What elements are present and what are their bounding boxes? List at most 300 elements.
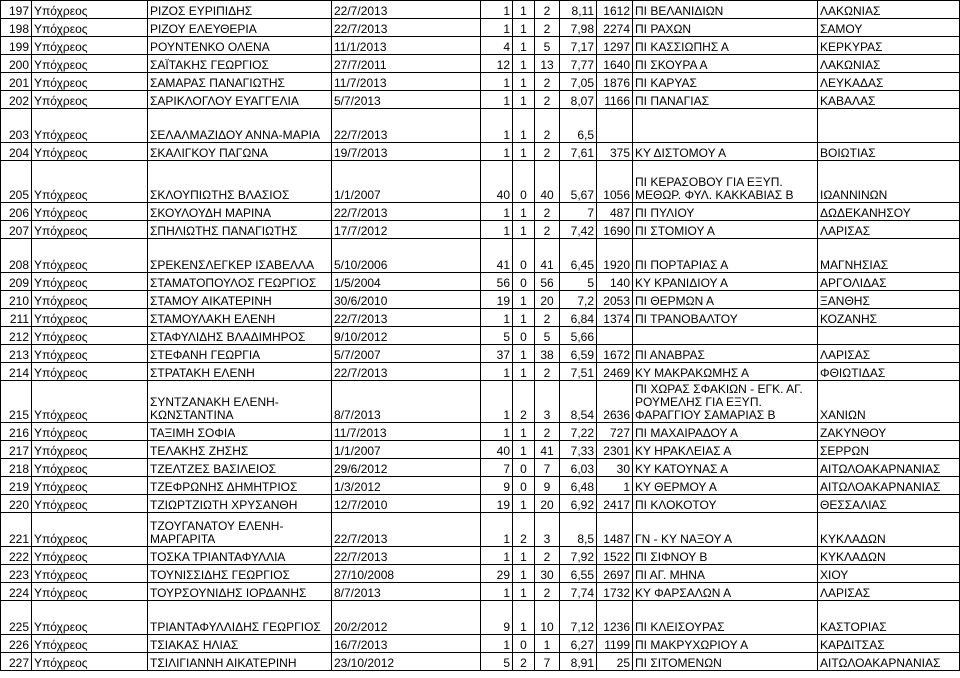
value-c-cell: 2 (535, 423, 560, 441)
table-row (1, 653, 960, 671)
unit-cell: ΚΥ ΘΕΡΜΟΥ Α (633, 477, 818, 495)
table-row (1, 547, 960, 565)
value-b-cell: 2 (513, 381, 535, 423)
date-cell: 22/7/2013 (332, 19, 481, 37)
value-a-cell: 1 (481, 221, 513, 239)
date-cell: 11/1/2013 (332, 37, 481, 55)
region-cell: ΙΩΑΝΝΙΝΩΝ (818, 161, 960, 203)
status-cell: Υπόχρεος (32, 273, 148, 291)
value-b-cell: 1 (513, 203, 535, 221)
value-a-cell: 9 (481, 477, 513, 495)
score-cell: 7,77 (560, 55, 597, 73)
name-cell: ΣΥΝΤΖΑΝΑΚΗ ΕΛΕΝΗ-ΚΩΝΣΤΑΝΤΙΝΑ (148, 381, 332, 423)
row-number: 227 (1, 653, 32, 671)
table-row (1, 477, 960, 495)
name-cell: ΣΡΕΚΕΝΣΛΕΓΚΕΡ ΙΣΑΒΕΛΛΑ (148, 239, 332, 273)
name-cell: ΤΑΞΙΜΗ ΣΟΦΙΑ (148, 423, 332, 441)
table-body (1, 1, 960, 671)
code-cell: 2697 (597, 565, 633, 583)
row-number: 219 (1, 477, 32, 495)
table-row (1, 73, 960, 91)
unit-cell: ΚΥ ΚΡΑΝΙΔΙΟΥ Α (633, 273, 818, 291)
name-cell: ΡΙΖΟΣ ΕΥΡΙΠΙΔΗΣ (148, 1, 332, 19)
date-cell: 22/7/2013 (332, 363, 481, 381)
region-cell (818, 109, 960, 143)
table-row (1, 363, 960, 381)
code-cell: 1166 (597, 91, 633, 109)
value-a-cell: 56 (481, 273, 513, 291)
value-c-cell: 38 (535, 345, 560, 363)
table-row (1, 239, 960, 273)
date-cell: 23/10/2012 (332, 653, 481, 671)
unit-cell: ΠΙ ΤΡΑΝΟΒΑΛΤΟΥ (633, 309, 818, 327)
unit-cell: ΠΙ ΑΝΑΒΡΑΣ (633, 345, 818, 363)
date-cell: 8/7/2013 (332, 583, 481, 601)
table-row (1, 381, 960, 423)
score-cell: 6,03 (560, 459, 597, 477)
region-cell: ΛΑΚΩΝΙΑΣ (818, 55, 960, 73)
name-cell: ΤΖΕΛΤΖΕΣ ΒΑΣΙΛΕΙΟΣ (148, 459, 332, 477)
table-row (1, 583, 960, 601)
unit-cell: ΠΙ ΣΚΟΥΡΑ Α (633, 55, 818, 73)
region-cell: ΒΟΙΩΤΙΑΣ (818, 143, 960, 161)
value-b-cell: 1 (513, 221, 535, 239)
value-c-cell: 2 (535, 547, 560, 565)
row-number: 207 (1, 221, 32, 239)
score-cell: 6,27 (560, 635, 597, 653)
unit-cell: ΠΙ ΡΑΧΩΝ (633, 19, 818, 37)
region-cell: ΚΥΚΛΑΔΩΝ (818, 513, 960, 547)
table-row (1, 109, 960, 143)
score-cell: 6,59 (560, 345, 597, 363)
status-cell: Υπόχρεος (32, 601, 148, 635)
value-a-cell: 19 (481, 291, 513, 309)
table-row (1, 495, 960, 513)
row-number: 213 (1, 345, 32, 363)
table-row (1, 1, 960, 19)
region-cell: ΣΑΜΟΥ (818, 19, 960, 37)
value-c-cell: 41 (535, 239, 560, 273)
code-cell: 1732 (597, 583, 633, 601)
value-b-cell: 1 (513, 363, 535, 381)
status-cell: Υπόχρεος (32, 363, 148, 381)
value-b-cell: 1 (513, 291, 535, 309)
score-cell: 7,92 (560, 547, 597, 565)
unit-cell: ΠΙ ΠΑΝΑΓΙΑΣ (633, 91, 818, 109)
code-cell: 1297 (597, 37, 633, 55)
unit-cell: ΚΥ ΚΑΤΟΥΝΑΣ Α (633, 459, 818, 477)
value-c-cell: 30 (535, 565, 560, 583)
value-c-cell: 2 (535, 363, 560, 381)
value-c-cell: 20 (535, 495, 560, 513)
score-cell: 6,55 (560, 565, 597, 583)
region-cell: ΛΑΚΩΝΙΑΣ (818, 1, 960, 19)
region-cell: ΖΑΚΥΝΘΟΥ (818, 423, 960, 441)
value-b-cell: 1 (513, 309, 535, 327)
table-row (1, 423, 960, 441)
name-cell: ΤΣΙΛΙΓΙΑΝΝΗ ΑΙΚΑΤΕΡΙΝΗ (148, 653, 332, 671)
value-a-cell: 1 (481, 143, 513, 161)
table-row (1, 459, 960, 477)
score-cell: 7,17 (560, 37, 597, 55)
value-a-cell: 29 (481, 565, 513, 583)
value-c-cell: 2 (535, 109, 560, 143)
name-cell: ΤΡΙΑΝΤΑΦΥΛΛΙΔΗΣ ΓΕΩΡΓΙΟΣ (148, 601, 332, 635)
unit-cell: ΚΥ ΜΑΚΡΑΚΩΜΗΣ Α (633, 363, 818, 381)
date-cell: 1/3/2012 (332, 477, 481, 495)
value-a-cell: 1 (481, 73, 513, 91)
unit-cell: ΠΙ ΚΛΕΙΣΟΥΡΑΣ (633, 601, 818, 635)
value-a-cell: 1 (481, 635, 513, 653)
date-cell: 12/7/2010 (332, 495, 481, 513)
name-cell: ΣΚΟΥΛΟΥΔΗ ΜΑΡΙΝΑ (148, 203, 332, 221)
value-b-cell: 1 (513, 441, 535, 459)
table-row (1, 19, 960, 37)
table-row (1, 441, 960, 459)
status-cell: Υπόχρεος (32, 143, 148, 161)
unit-cell: ΓΝ - ΚΥ ΝΑΞΟΥ Α (633, 513, 818, 547)
row-number: 215 (1, 381, 32, 423)
value-c-cell: 2 (535, 91, 560, 109)
table-row (1, 513, 960, 547)
date-cell: 11/7/2013 (332, 73, 481, 91)
status-cell: Υπόχρεος (32, 583, 148, 601)
value-c-cell: 2 (535, 583, 560, 601)
value-a-cell: 1 (481, 109, 513, 143)
row-number: 212 (1, 327, 32, 345)
unit-cell: ΠΙ ΒΕΛΑΝΙΔΙΩΝ (633, 1, 818, 19)
status-cell: Υπόχρεος (32, 1, 148, 19)
status-cell: Υπόχρεος (32, 345, 148, 363)
value-a-cell: 40 (481, 441, 513, 459)
score-cell: 8,91 (560, 653, 597, 671)
unit-cell: ΠΙ ΣΤΟΜΙΟΥ Α (633, 221, 818, 239)
score-cell: 6,84 (560, 309, 597, 327)
status-cell: Υπόχρεος (32, 459, 148, 477)
unit-cell: ΠΙ ΜΑΧΑΙΡΑΔΟΥ Α (633, 423, 818, 441)
unit-cell: ΠΙ ΣΙΦΝΟΥ Β (633, 547, 818, 565)
value-b-cell: 1 (513, 423, 535, 441)
unit-cell: ΠΙ ΚΑΣΣΙΩΠΗΣ Α (633, 37, 818, 55)
value-c-cell: 2 (535, 203, 560, 221)
name-cell: ΤΖΙΩΡΤΖΙΩΤΗ ΧΡΥΣΑΝΘΗ (148, 495, 332, 513)
name-cell: ΤΟΥΡΣΟΥΝΙΔΗΣ ΙΟΡΔΑΝΗΣ (148, 583, 332, 601)
status-cell: Υπόχρεος (32, 73, 148, 91)
date-cell: 22/7/2013 (332, 203, 481, 221)
row-number: 203 (1, 109, 32, 143)
code-cell: 1690 (597, 221, 633, 239)
row-number: 218 (1, 459, 32, 477)
table-row (1, 345, 960, 363)
region-cell: ΑΙΤΩΛΟΑΚΑΡΝΑΝΙΑΣ (818, 477, 960, 495)
value-c-cell: 3 (535, 513, 560, 547)
value-b-cell: 1 (513, 601, 535, 635)
unit-cell: ΚΥ ΦΑΡΣΑΛΩΝ Α (633, 583, 818, 601)
code-cell: 1 (597, 477, 633, 495)
date-cell: 27/10/2008 (332, 565, 481, 583)
status-cell: Υπόχρεος (32, 441, 148, 459)
value-c-cell: 9 (535, 477, 560, 495)
score-cell: 5,66 (560, 327, 597, 345)
date-cell: 11/7/2013 (332, 423, 481, 441)
name-cell: ΣΚΑΛΙΓΚΟΥ ΠΑΓΩΝΑ (148, 143, 332, 161)
name-cell: ΣΤΑΜΟΥΛΑΚΗ ΕΛΕΝΗ (148, 309, 332, 327)
table-row (1, 291, 960, 309)
value-a-cell: 1 (481, 381, 513, 423)
code-cell: 1487 (597, 513, 633, 547)
value-b-cell: 1 (513, 1, 535, 19)
value-c-cell: 2 (535, 73, 560, 91)
value-b-cell: 1 (513, 19, 535, 37)
value-a-cell: 1 (481, 1, 513, 19)
row-number: 197 (1, 1, 32, 19)
score-cell: 6,92 (560, 495, 597, 513)
date-cell: 8/7/2013 (332, 381, 481, 423)
code-cell: 1640 (597, 55, 633, 73)
code-cell: 1199 (597, 635, 633, 653)
name-cell: ΤΣΙΑΚΑΣ ΗΛΙΑΣ (148, 635, 332, 653)
value-b-cell: 1 (513, 583, 535, 601)
value-c-cell: 2 (535, 143, 560, 161)
value-b-cell: 2 (513, 513, 535, 547)
row-number: 205 (1, 161, 32, 203)
score-cell: 7,33 (560, 441, 597, 459)
region-cell: ΘΕΣΣΑΛΙΑΣ (818, 495, 960, 513)
score-cell: 5 (560, 273, 597, 291)
status-cell: Υπόχρεος (32, 565, 148, 583)
unit-cell (633, 327, 818, 345)
status-cell: Υπόχρεος (32, 547, 148, 565)
date-cell: 1/1/2007 (332, 441, 481, 459)
name-cell: ΣΤΑΜΟΥ ΑΙΚΑΤΕΡΙΝΗ (148, 291, 332, 309)
score-cell: 6,45 (560, 239, 597, 273)
region-cell: ΧΙΟΥ (818, 565, 960, 583)
row-number: 224 (1, 583, 32, 601)
status-cell: Υπόχρεος (32, 495, 148, 513)
score-cell: 7,61 (560, 143, 597, 161)
table-row (1, 327, 960, 345)
value-a-cell: 1 (481, 547, 513, 565)
code-cell: 487 (597, 203, 633, 221)
value-a-cell: 1 (481, 203, 513, 221)
region-cell: ΞΑΝΘΗΣ (818, 291, 960, 309)
score-cell: 7 (560, 203, 597, 221)
value-b-cell: 1 (513, 55, 535, 73)
unit-cell (633, 109, 818, 143)
value-b-cell: 0 (513, 459, 535, 477)
date-cell: 5/7/2007 (332, 345, 481, 363)
value-c-cell: 2 (535, 1, 560, 19)
value-c-cell: 1 (535, 635, 560, 653)
name-cell: ΤΖΟΥΓΑΝΑΤΟΥ ΕΛΕΝΗ-ΜΑΡΓΑΡΙΤΑ (148, 513, 332, 547)
value-a-cell: 37 (481, 345, 513, 363)
code-cell: 1876 (597, 73, 633, 91)
code-cell: 1920 (597, 239, 633, 273)
value-b-cell: 0 (513, 273, 535, 291)
code-cell: 2053 (597, 291, 633, 309)
table-row (1, 203, 960, 221)
status-cell: Υπόχρεος (32, 161, 148, 203)
value-a-cell: 1 (481, 513, 513, 547)
value-c-cell: 13 (535, 55, 560, 73)
status-cell: Υπόχρεος (32, 239, 148, 273)
row-number: 206 (1, 203, 32, 221)
status-cell: Υπόχρεος (32, 37, 148, 55)
table-row (1, 601, 960, 635)
value-b-cell: 1 (513, 143, 535, 161)
region-cell (818, 327, 960, 345)
value-c-cell: 5 (535, 327, 560, 345)
status-cell: Υπόχρεος (32, 109, 148, 143)
unit-cell: ΠΙ ΠΥΛΙΟΥ (633, 203, 818, 221)
region-cell: ΛΑΡΙΣΑΣ (818, 221, 960, 239)
code-cell: 1374 (597, 309, 633, 327)
score-cell: 7,05 (560, 73, 597, 91)
name-cell: ΣΠΗΛΙΩΤΗΣ ΠΑΝΑΓΙΩΤΗΣ (148, 221, 332, 239)
code-cell: 1236 (597, 601, 633, 635)
value-c-cell: 5 (535, 37, 560, 55)
date-cell: 19/7/2013 (332, 143, 481, 161)
score-cell: 7,2 (560, 291, 597, 309)
value-a-cell: 4 (481, 37, 513, 55)
name-cell: ΤΟΣΚΑ ΤΡΙΑΝΤΑΦΥΛΛΙΑ (148, 547, 332, 565)
unit-cell: ΠΙ ΣΙΤΟΜΕΝΩΝ (633, 653, 818, 671)
name-cell: ΣΑΜΑΡΑΣ ΠΑΝΑΓΙΩΤΗΣ (148, 73, 332, 91)
score-cell: 7,22 (560, 423, 597, 441)
row-number: 210 (1, 291, 32, 309)
value-b-cell: 0 (513, 161, 535, 203)
value-a-cell: 40 (481, 161, 513, 203)
status-cell: Υπόχρεος (32, 513, 148, 547)
value-c-cell: 7 (535, 459, 560, 477)
code-cell (597, 327, 633, 345)
unit-cell: ΚΥ ΗΡΑΚΛΕΙΑΣ Α (633, 441, 818, 459)
status-cell: Υπόχρεος (32, 653, 148, 671)
unit-cell: ΠΙ ΚΛΟΚΟΤΟΥ (633, 495, 818, 513)
status-cell: Υπόχρεος (32, 381, 148, 423)
value-b-cell: 1 (513, 109, 535, 143)
code-cell: 2636 (597, 381, 633, 423)
code-cell: 727 (597, 423, 633, 441)
row-number: 211 (1, 309, 32, 327)
date-cell: 20/2/2012 (332, 601, 481, 635)
region-cell: ΛΕΥΚΑΔΑΣ (818, 73, 960, 91)
region-cell: ΚΑΒΑΛΑΣ (818, 91, 960, 109)
status-cell: Υπόχρεος (32, 91, 148, 109)
row-number: 225 (1, 601, 32, 635)
status-cell: Υπόχρεος (32, 55, 148, 73)
name-cell: ΡΟΥΝΤΕΝΚΟ ΟΛΕΝΑ (148, 37, 332, 55)
value-a-cell: 1 (481, 19, 513, 37)
value-a-cell: 1 (481, 363, 513, 381)
value-b-cell: 1 (513, 37, 535, 55)
row-number: 200 (1, 55, 32, 73)
status-cell: Υπόχρεος (32, 291, 148, 309)
value-a-cell: 12 (481, 55, 513, 73)
status-cell: Υπόχρεος (32, 635, 148, 653)
value-a-cell: 1 (481, 423, 513, 441)
score-cell: 6,5 (560, 109, 597, 143)
value-a-cell: 9 (481, 601, 513, 635)
name-cell: ΤΟΥΝΙΣΣΙΔΗΣ ΓΕΩΡΓΙΟΣ (148, 565, 332, 583)
value-b-cell: 0 (513, 239, 535, 273)
date-cell: 1/1/2007 (332, 161, 481, 203)
row-number: 201 (1, 73, 32, 91)
name-cell: ΣΤΑΦΥΛΙΔΗΣ ΒΛΑΔΙΜΗΡΟΣ (148, 327, 332, 345)
value-c-cell: 2 (535, 221, 560, 239)
code-cell: 2301 (597, 441, 633, 459)
name-cell: ΣΑΡΙΚΛΟΓΛΟΥ ΕΥΑΓΓΕΛΙΑ (148, 91, 332, 109)
value-b-cell: 1 (513, 495, 535, 513)
code-cell: 2469 (597, 363, 633, 381)
score-cell: 7,42 (560, 221, 597, 239)
region-cell: ΑΙΤΩΛΟΑΚΑΡΝΑΝΙΑΣ (818, 653, 960, 671)
value-a-cell: 1 (481, 91, 513, 109)
status-cell: Υπόχρεος (32, 19, 148, 37)
date-cell: 22/7/2013 (332, 1, 481, 19)
date-cell: 9/10/2012 (332, 327, 481, 345)
value-b-cell: 0 (513, 635, 535, 653)
score-cell: 7,98 (560, 19, 597, 37)
value-b-cell: 1 (513, 565, 535, 583)
score-cell: 5,67 (560, 161, 597, 203)
row-number: 209 (1, 273, 32, 291)
code-cell: 2274 (597, 19, 633, 37)
region-cell: ΚΟΖΑΝΗΣ (818, 309, 960, 327)
date-cell: 17/7/2012 (332, 221, 481, 239)
value-b-cell: 2 (513, 653, 535, 671)
unit-cell: ΠΙ ΚΑΡΥΑΣ (633, 73, 818, 91)
date-cell: 30/6/2010 (332, 291, 481, 309)
table-row (1, 635, 960, 653)
row-number: 204 (1, 143, 32, 161)
region-cell: ΚΑΣΤΟΡΙΑΣ (818, 601, 960, 635)
value-c-cell: 7 (535, 653, 560, 671)
name-cell: ΣΚΛΟΥΠΙΩΤΗΣ ΒΛΑΣΙΟΣ (148, 161, 332, 203)
value-c-cell: 56 (535, 273, 560, 291)
code-cell: 2417 (597, 495, 633, 513)
value-b-cell: 1 (513, 91, 535, 109)
date-cell: 22/7/2013 (332, 309, 481, 327)
table-row (1, 565, 960, 583)
score-cell: 7,12 (560, 601, 597, 635)
name-cell: ΡΙΖΟΥ ΕΛΕΥΘΕΡΙΑ (148, 19, 332, 37)
name-cell: ΣΤΕΦΑΝΗ ΓΕΩΡΓΙΑ (148, 345, 332, 363)
value-b-cell: 0 (513, 477, 535, 495)
region-cell: ΑΡΓΟΛΙΔΑΣ (818, 273, 960, 291)
value-b-cell: 1 (513, 73, 535, 91)
date-cell: 5/7/2013 (332, 91, 481, 109)
table-row (1, 91, 960, 109)
region-cell: ΔΩΔΕΚΑΝΗΣΟΥ (818, 203, 960, 221)
code-cell: 30 (597, 459, 633, 477)
row-number: 222 (1, 547, 32, 565)
region-cell: ΚΑΡΔΙΤΣΑΣ (818, 635, 960, 653)
value-b-cell: 0 (513, 327, 535, 345)
table-row (1, 221, 960, 239)
region-cell: ΚΥΚΛΑΔΩΝ (818, 547, 960, 565)
value-c-cell: 2 (535, 19, 560, 37)
row-number: 220 (1, 495, 32, 513)
value-a-cell: 19 (481, 495, 513, 513)
unit-cell: ΚΥ ΔΙΣΤΟΜΟΥ Α (633, 143, 818, 161)
code-cell (597, 109, 633, 143)
row-number: 223 (1, 565, 32, 583)
date-cell: 1/5/2004 (332, 273, 481, 291)
row-number: 198 (1, 19, 32, 37)
value-a-cell: 1 (481, 309, 513, 327)
value-a-cell: 41 (481, 239, 513, 273)
